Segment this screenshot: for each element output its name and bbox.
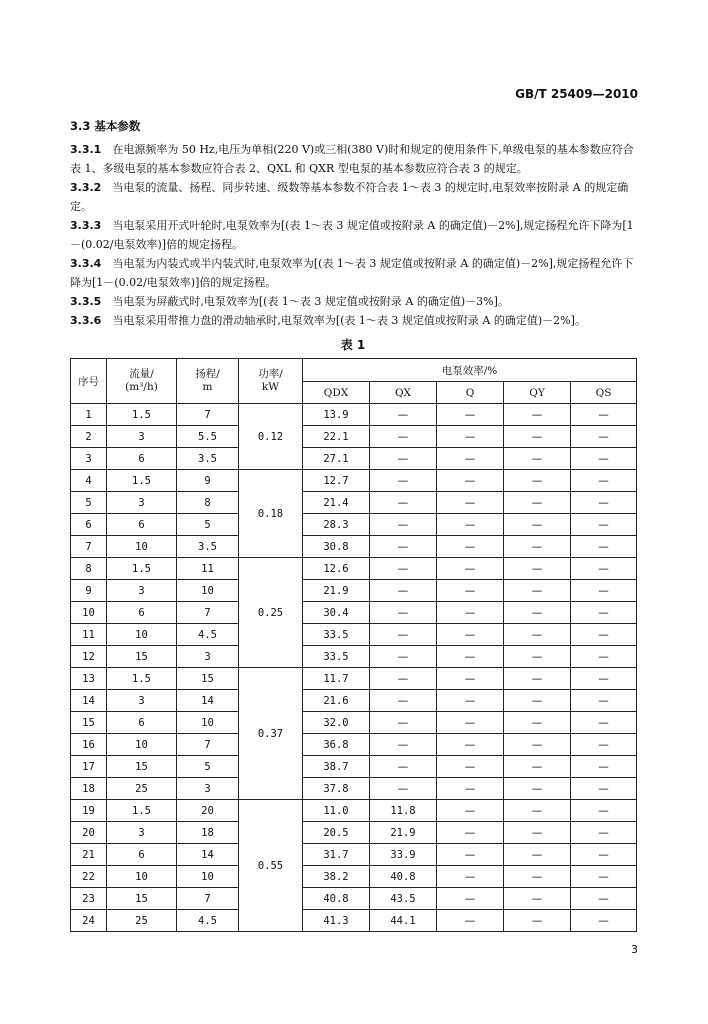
paragraph-number: 3.3.4 bbox=[70, 257, 102, 270]
cell-seq: 13 bbox=[71, 668, 107, 690]
cell-flow: 3 bbox=[107, 492, 177, 514]
cell-head: 20 bbox=[177, 800, 239, 822]
cell-efficiency: 43.5 bbox=[370, 888, 437, 910]
cell-efficiency: 11.0 bbox=[303, 800, 370, 822]
header-power-label: 功率/ bbox=[258, 368, 283, 380]
cell-efficiency: — bbox=[437, 888, 504, 910]
table-body bbox=[71, 404, 637, 932]
cell-efficiency: 41.3 bbox=[303, 910, 370, 932]
cell-efficiency: — bbox=[571, 778, 637, 800]
paragraph bbox=[70, 254, 636, 292]
cell-efficiency: — bbox=[370, 470, 437, 492]
cell-efficiency: 33.5 bbox=[303, 624, 370, 646]
paragraph-text: 当电泵的流量、扬程、同步转速、级数等基本参数不符合表 1～表 3 的规定时,电泵效率按附录 A 的规定确定。 bbox=[70, 181, 629, 213]
cell-flow: 10 bbox=[107, 624, 177, 646]
cell-flow: 3 bbox=[107, 426, 177, 448]
cell-seq: 17 bbox=[71, 756, 107, 778]
table-row bbox=[71, 492, 637, 514]
table-row bbox=[71, 646, 637, 668]
header-head-unit: m bbox=[202, 381, 213, 393]
cell-efficiency: 37.8 bbox=[303, 778, 370, 800]
table-row bbox=[71, 734, 637, 756]
cell-efficiency: — bbox=[370, 756, 437, 778]
cell-efficiency: — bbox=[571, 866, 637, 888]
table-row bbox=[71, 822, 637, 844]
table-row bbox=[71, 448, 637, 470]
cell-efficiency: — bbox=[370, 646, 437, 668]
pump-parameter-table bbox=[70, 358, 637, 932]
table-row bbox=[71, 910, 637, 932]
header-flow bbox=[107, 359, 177, 404]
table-row bbox=[71, 602, 637, 624]
cell-efficiency: — bbox=[504, 558, 571, 580]
cell-efficiency: — bbox=[437, 712, 504, 734]
cell-efficiency: 33.5 bbox=[303, 646, 370, 668]
paragraph-number: 3.3.5 bbox=[70, 295, 102, 308]
cell-efficiency: — bbox=[571, 690, 637, 712]
cell-efficiency: 38.2 bbox=[303, 866, 370, 888]
cell-efficiency: — bbox=[504, 690, 571, 712]
table-row bbox=[71, 844, 637, 866]
paragraph-text: 当电泵为屏蔽式时,电泵效率为[(表 1～表 3 规定值或按附录 A 的确定值)－3%]。 bbox=[112, 295, 509, 308]
table-row bbox=[71, 426, 637, 448]
table-row bbox=[71, 470, 637, 492]
table-row bbox=[71, 558, 637, 580]
cell-efficiency: — bbox=[437, 426, 504, 448]
header-subtype: Q bbox=[437, 382, 504, 404]
header-seq: 序号 bbox=[71, 359, 107, 404]
cell-flow: 15 bbox=[107, 888, 177, 910]
cell-efficiency: — bbox=[437, 822, 504, 844]
cell-head: 14 bbox=[177, 844, 239, 866]
cell-efficiency: — bbox=[571, 734, 637, 756]
cell-efficiency: — bbox=[504, 668, 571, 690]
cell-efficiency: 31.7 bbox=[303, 844, 370, 866]
cell-flow: 1.5 bbox=[107, 404, 177, 426]
paragraph bbox=[70, 216, 636, 254]
table-row bbox=[71, 690, 637, 712]
document-body bbox=[70, 118, 636, 932]
cell-efficiency: 21.6 bbox=[303, 690, 370, 712]
page-number: 3 bbox=[631, 943, 638, 956]
cell-efficiency: — bbox=[370, 690, 437, 712]
table-caption: 表 1 bbox=[340, 338, 366, 352]
table-row bbox=[71, 536, 637, 558]
cell-efficiency: — bbox=[571, 448, 637, 470]
cell-seq: 22 bbox=[71, 866, 107, 888]
cell-efficiency: — bbox=[504, 470, 571, 492]
cell-seq: 20 bbox=[71, 822, 107, 844]
cell-efficiency: — bbox=[504, 580, 571, 602]
cell-seq: 18 bbox=[71, 778, 107, 800]
cell-seq: 11 bbox=[71, 624, 107, 646]
header-flow-label: 流量/ bbox=[129, 368, 154, 380]
cell-efficiency: 30.4 bbox=[303, 602, 370, 624]
cell-flow: 25 bbox=[107, 778, 177, 800]
paragraph-text: 在电源频率为 50 Hz,电压为单相(220 V)或三相(380 V)时和规定的使用条件下,单级电泵的基本参数应符合表 1、多级电泵的基本参数应符合表 2、QXL 和 QXR 型电泵的基本参数应符合表 3 的规定。 bbox=[70, 143, 634, 175]
header-subtype: QS bbox=[571, 382, 637, 404]
header-subtype: QX bbox=[370, 382, 437, 404]
cell-efficiency: — bbox=[437, 404, 504, 426]
paragraph bbox=[70, 311, 636, 330]
cell-efficiency: — bbox=[571, 712, 637, 734]
cell-seq: 15 bbox=[71, 712, 107, 734]
section-title: 3.3 基本参数 bbox=[70, 119, 141, 133]
cell-head: 7 bbox=[177, 602, 239, 624]
cell-efficiency: — bbox=[370, 514, 437, 536]
header-subtype: QY bbox=[504, 382, 571, 404]
cell-power: 0.55 bbox=[239, 800, 303, 932]
cell-efficiency: — bbox=[504, 492, 571, 514]
cell-seq: 5 bbox=[71, 492, 107, 514]
cell-efficiency: — bbox=[370, 558, 437, 580]
cell-efficiency: — bbox=[571, 668, 637, 690]
cell-efficiency: — bbox=[437, 866, 504, 888]
cell-head: 10 bbox=[177, 580, 239, 602]
standard-code: GB/T 25409—2010 bbox=[515, 87, 638, 101]
paragraph-number: 3.3.1 bbox=[70, 143, 102, 156]
paragraph-list bbox=[70, 140, 636, 330]
cell-efficiency: — bbox=[370, 492, 437, 514]
cell-efficiency: — bbox=[571, 756, 637, 778]
cell-efficiency: — bbox=[504, 624, 571, 646]
cell-flow: 10 bbox=[107, 536, 177, 558]
cell-head: 10 bbox=[177, 712, 239, 734]
cell-efficiency: — bbox=[370, 668, 437, 690]
paragraph bbox=[70, 140, 636, 178]
cell-efficiency: — bbox=[571, 646, 637, 668]
header-subtype: QDX bbox=[303, 382, 370, 404]
cell-efficiency: — bbox=[437, 800, 504, 822]
cell-power: 0.25 bbox=[239, 558, 303, 668]
cell-seq: 1 bbox=[71, 404, 107, 426]
header-flow-unit: (m³/h) bbox=[125, 381, 158, 393]
header-head bbox=[177, 359, 239, 404]
cell-flow: 3 bbox=[107, 580, 177, 602]
cell-efficiency: — bbox=[504, 866, 571, 888]
cell-flow: 6 bbox=[107, 514, 177, 536]
cell-flow: 6 bbox=[107, 844, 177, 866]
table-row bbox=[71, 756, 637, 778]
cell-efficiency: — bbox=[370, 624, 437, 646]
cell-efficiency: 32.0 bbox=[303, 712, 370, 734]
cell-head: 3.5 bbox=[177, 536, 239, 558]
cell-head: 7 bbox=[177, 734, 239, 756]
cell-flow: 3 bbox=[107, 822, 177, 844]
cell-flow: 6 bbox=[107, 448, 177, 470]
cell-efficiency: — bbox=[370, 426, 437, 448]
cell-efficiency: — bbox=[571, 910, 637, 932]
header-power bbox=[239, 359, 303, 404]
cell-efficiency: 21.9 bbox=[370, 822, 437, 844]
cell-seq: 24 bbox=[71, 910, 107, 932]
header-efficiency: 电泵效率/% bbox=[303, 359, 637, 382]
cell-head: 10 bbox=[177, 866, 239, 888]
cell-head: 11 bbox=[177, 558, 239, 580]
cell-seq: 3 bbox=[71, 448, 107, 470]
cell-efficiency: 20.5 bbox=[303, 822, 370, 844]
table-row bbox=[71, 668, 637, 690]
cell-head: 4.5 bbox=[177, 910, 239, 932]
paragraph-text: 当电泵采用开式叶轮时,电泵效率为[(表 1～表 3 规定值或按附录 A 的确定值)－2%],规定扬程允许下降为[1－(0.02/电泵效率)]倍的规定扬程。 bbox=[70, 219, 634, 251]
cell-head: 14 bbox=[177, 690, 239, 712]
cell-efficiency: — bbox=[370, 536, 437, 558]
cell-efficiency: 38.7 bbox=[303, 756, 370, 778]
cell-efficiency: — bbox=[504, 888, 571, 910]
cell-efficiency: 13.9 bbox=[303, 404, 370, 426]
table-row bbox=[71, 580, 637, 602]
cell-efficiency: — bbox=[437, 448, 504, 470]
cell-efficiency: — bbox=[571, 536, 637, 558]
cell-efficiency: — bbox=[370, 602, 437, 624]
table-row bbox=[71, 866, 637, 888]
cell-efficiency: — bbox=[437, 602, 504, 624]
cell-efficiency: — bbox=[504, 646, 571, 668]
cell-efficiency: — bbox=[370, 404, 437, 426]
cell-seq: 21 bbox=[71, 844, 107, 866]
cell-flow: 1.5 bbox=[107, 470, 177, 492]
cell-flow: 6 bbox=[107, 602, 177, 624]
cell-seq: 8 bbox=[71, 558, 107, 580]
cell-seq: 10 bbox=[71, 602, 107, 624]
cell-flow: 1.5 bbox=[107, 668, 177, 690]
cell-head: 9 bbox=[177, 470, 239, 492]
cell-efficiency: 22.1 bbox=[303, 426, 370, 448]
paragraph bbox=[70, 292, 636, 311]
cell-flow: 3 bbox=[107, 690, 177, 712]
cell-head: 8 bbox=[177, 492, 239, 514]
cell-seq: 19 bbox=[71, 800, 107, 822]
header-power-unit: kW bbox=[261, 381, 280, 393]
cell-efficiency: — bbox=[370, 778, 437, 800]
cell-efficiency: — bbox=[571, 602, 637, 624]
cell-head: 3 bbox=[177, 646, 239, 668]
paragraph-number: 3.3.2 bbox=[70, 181, 102, 194]
cell-efficiency: — bbox=[437, 580, 504, 602]
table-row bbox=[71, 404, 637, 426]
cell-flow: 6 bbox=[107, 712, 177, 734]
cell-efficiency: — bbox=[504, 734, 571, 756]
cell-seq: 14 bbox=[71, 690, 107, 712]
cell-flow: 25 bbox=[107, 910, 177, 932]
cell-efficiency: — bbox=[437, 690, 504, 712]
cell-efficiency: 21.4 bbox=[303, 492, 370, 514]
cell-efficiency: 30.8 bbox=[303, 536, 370, 558]
cell-efficiency: — bbox=[370, 734, 437, 756]
table-row bbox=[71, 624, 637, 646]
cell-efficiency: — bbox=[437, 910, 504, 932]
cell-efficiency: 33.9 bbox=[370, 844, 437, 866]
cell-head: 18 bbox=[177, 822, 239, 844]
cell-efficiency: — bbox=[504, 756, 571, 778]
table-row bbox=[71, 712, 637, 734]
cell-efficiency: 12.6 bbox=[303, 558, 370, 580]
cell-efficiency: — bbox=[504, 712, 571, 734]
cell-seq: 2 bbox=[71, 426, 107, 448]
cell-efficiency: — bbox=[504, 404, 571, 426]
cell-head: 4.5 bbox=[177, 624, 239, 646]
cell-head: 3 bbox=[177, 778, 239, 800]
cell-efficiency: — bbox=[504, 514, 571, 536]
cell-efficiency: — bbox=[571, 426, 637, 448]
cell-efficiency: 27.1 bbox=[303, 448, 370, 470]
cell-efficiency: 40.8 bbox=[370, 866, 437, 888]
cell-efficiency: 28.3 bbox=[303, 514, 370, 536]
table-row bbox=[71, 888, 637, 910]
cell-efficiency: — bbox=[504, 800, 571, 822]
cell-efficiency: — bbox=[504, 536, 571, 558]
cell-efficiency: — bbox=[437, 492, 504, 514]
paragraph-number: 3.3.6 bbox=[70, 314, 102, 327]
cell-efficiency: — bbox=[504, 844, 571, 866]
cell-efficiency: — bbox=[571, 470, 637, 492]
cell-efficiency: — bbox=[370, 712, 437, 734]
cell-head: 5 bbox=[177, 756, 239, 778]
cell-seq: 9 bbox=[71, 580, 107, 602]
cell-seq: 23 bbox=[71, 888, 107, 910]
cell-flow: 1.5 bbox=[107, 558, 177, 580]
cell-efficiency: — bbox=[504, 448, 571, 470]
cell-efficiency: — bbox=[504, 426, 571, 448]
cell-efficiency: — bbox=[437, 756, 504, 778]
cell-efficiency: — bbox=[437, 734, 504, 756]
cell-seq: 4 bbox=[71, 470, 107, 492]
cell-efficiency: — bbox=[437, 646, 504, 668]
cell-efficiency: — bbox=[437, 514, 504, 536]
cell-efficiency: — bbox=[571, 822, 637, 844]
cell-power: 0.37 bbox=[239, 668, 303, 800]
cell-efficiency: — bbox=[571, 580, 637, 602]
cell-seq: 7 bbox=[71, 536, 107, 558]
cell-efficiency: — bbox=[437, 470, 504, 492]
paragraph-number: 3.3.3 bbox=[70, 219, 102, 232]
cell-power: 0.12 bbox=[239, 404, 303, 470]
cell-efficiency: — bbox=[370, 580, 437, 602]
table-row bbox=[71, 800, 637, 822]
cell-efficiency: 21.9 bbox=[303, 580, 370, 602]
cell-head: 15 bbox=[177, 668, 239, 690]
cell-efficiency: — bbox=[571, 492, 637, 514]
cell-efficiency: 36.8 bbox=[303, 734, 370, 756]
cell-efficiency: — bbox=[437, 844, 504, 866]
cell-efficiency: — bbox=[571, 800, 637, 822]
cell-efficiency: — bbox=[370, 448, 437, 470]
cell-efficiency: — bbox=[504, 778, 571, 800]
cell-flow: 15 bbox=[107, 756, 177, 778]
cell-efficiency: — bbox=[437, 558, 504, 580]
cell-efficiency: — bbox=[571, 404, 637, 426]
cell-seq: 6 bbox=[71, 514, 107, 536]
cell-efficiency: — bbox=[437, 624, 504, 646]
cell-efficiency: — bbox=[571, 514, 637, 536]
cell-efficiency: 11.8 bbox=[370, 800, 437, 822]
cell-seq: 16 bbox=[71, 734, 107, 756]
cell-flow: 10 bbox=[107, 866, 177, 888]
cell-efficiency: 12.7 bbox=[303, 470, 370, 492]
cell-efficiency: — bbox=[571, 844, 637, 866]
cell-efficiency: — bbox=[504, 910, 571, 932]
table-row bbox=[71, 514, 637, 536]
cell-efficiency: 44.1 bbox=[370, 910, 437, 932]
paragraph-text: 当电泵为内装式或半内装式时,电泵效率为[(表 1～表 3 规定值或按附录 A 的确定值)－2%],规定扬程允许下降为[1－(0.02/电泵效率)]倍的规定扬程。 bbox=[70, 257, 634, 289]
paragraph bbox=[70, 178, 636, 216]
cell-head: 5.5 bbox=[177, 426, 239, 448]
header-head-label: 扬程/ bbox=[195, 368, 220, 380]
cell-flow: 1.5 bbox=[107, 800, 177, 822]
cell-efficiency: 11.7 bbox=[303, 668, 370, 690]
cell-head: 5 bbox=[177, 514, 239, 536]
table-row bbox=[71, 778, 637, 800]
cell-efficiency: — bbox=[437, 778, 504, 800]
cell-head: 7 bbox=[177, 888, 239, 910]
cell-flow: 10 bbox=[107, 734, 177, 756]
cell-efficiency: 40.8 bbox=[303, 888, 370, 910]
cell-efficiency: — bbox=[504, 822, 571, 844]
cell-efficiency: — bbox=[504, 602, 571, 624]
cell-efficiency: — bbox=[571, 558, 637, 580]
cell-flow: 15 bbox=[107, 646, 177, 668]
cell-power: 0.18 bbox=[239, 470, 303, 558]
cell-head: 3.5 bbox=[177, 448, 239, 470]
cell-head: 7 bbox=[177, 404, 239, 426]
cell-efficiency: — bbox=[437, 668, 504, 690]
cell-efficiency: — bbox=[571, 624, 637, 646]
cell-efficiency: — bbox=[437, 536, 504, 558]
cell-efficiency: — bbox=[571, 888, 637, 910]
cell-seq: 12 bbox=[71, 646, 107, 668]
paragraph-text: 当电泵采用带推力盘的滑动轴承时,电泵效率为[(表 1～表 3 规定值或按附录 A 的确定值)－2%]。 bbox=[112, 314, 586, 327]
